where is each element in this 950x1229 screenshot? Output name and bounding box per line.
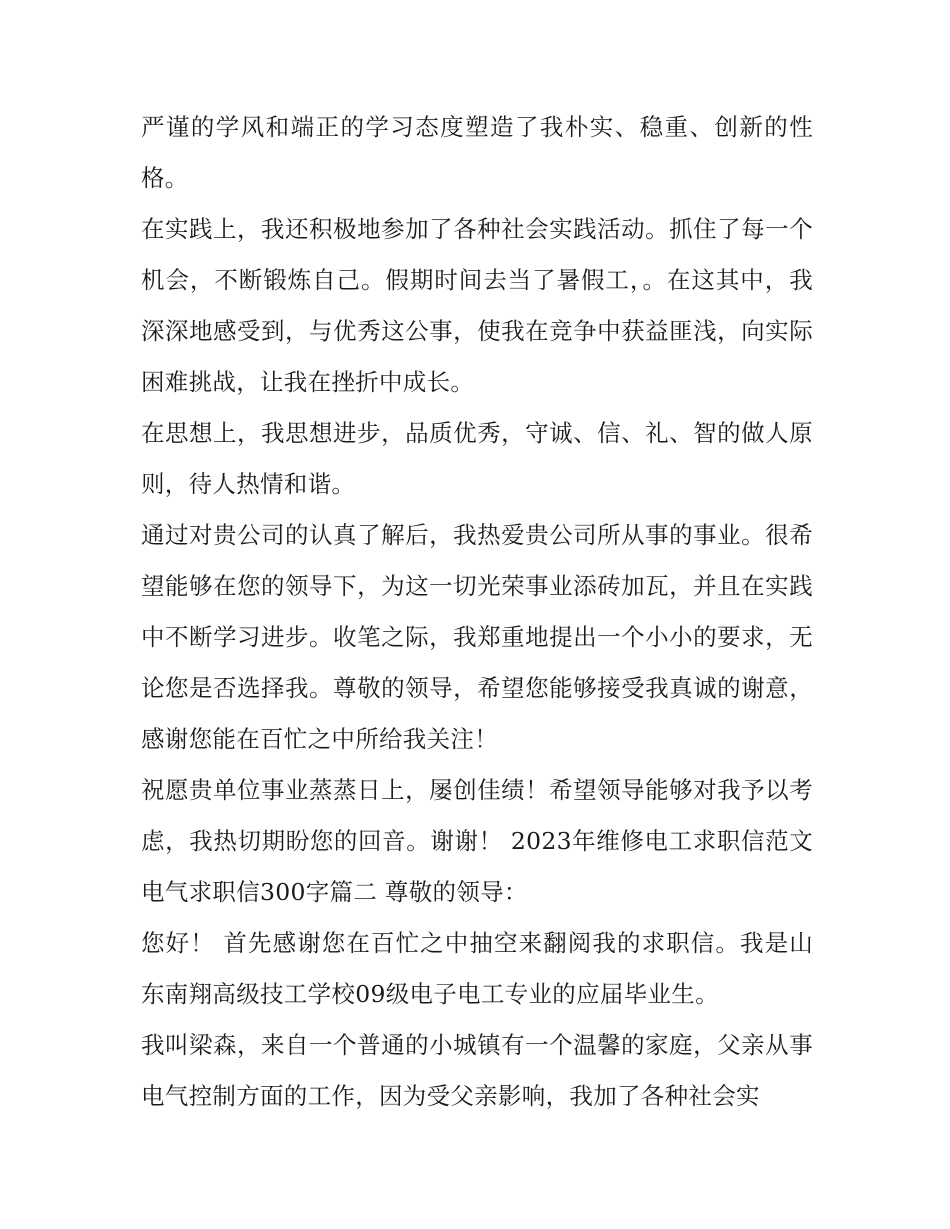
paragraph-company: 通过对贵公司的认真了解后，我热爱贵公司所从事的事业。很希望能够在您的领导下，为这一切光荣事业添砖加瓦，并且在实践中不断学习进步。收笔之际，我郑重地提出一个小小的要求，无论您是否选择我。尊敬的领导，希望您能够接受我真诚的谢意，感谢您能在百忙之中所给我关注！ bbox=[141, 521, 813, 753]
paragraph-thought: 在思想上，我思想进步，品质优秀，守诚、信、礼、智的做人原则，待人热情和谐。 bbox=[141, 419, 813, 498]
paragraph-practice: 在实践上，我还积极地参加了各种社会实践活动。抓住了每一个机会，不断锻炼自己。假期时间去当了暑假工，。在这其中，我深深地感受到，与优秀这公事，使我在竞争中获益匪浅，向实际困难挑战，让我在挫折中成长。 bbox=[141, 215, 813, 396]
paragraph-greeting: 您好！ 首先感谢您在百忙之中抽空来翻阅我的求职信。我是山东南翔高级技工学校09级电子电工专业的应届毕业生。 bbox=[141, 929, 813, 1008]
document-body bbox=[141, 102, 813, 1122]
paragraph-wishes: 祝愿贵单位事业蒸蒸日上，屡创佳绩！希望领导能够对我予以考虑，我热切期盼您的回音。谢谢！ 2023年维修电工求职信范文 电气求职信300字篇二 尊敬的领导： bbox=[141, 776, 813, 906]
paragraph-introduction: 我叫梁森，来自一个普通的小城镇有一个温馨的家庭，父亲从事电气控制方面的工作，因为受父亲影响，我加了各种社会实 bbox=[141, 1031, 813, 1110]
paragraph-study-attitude: 严谨的学风和端正的学习态度塑造了我朴实、稳重、创新的性格。 bbox=[141, 113, 813, 192]
